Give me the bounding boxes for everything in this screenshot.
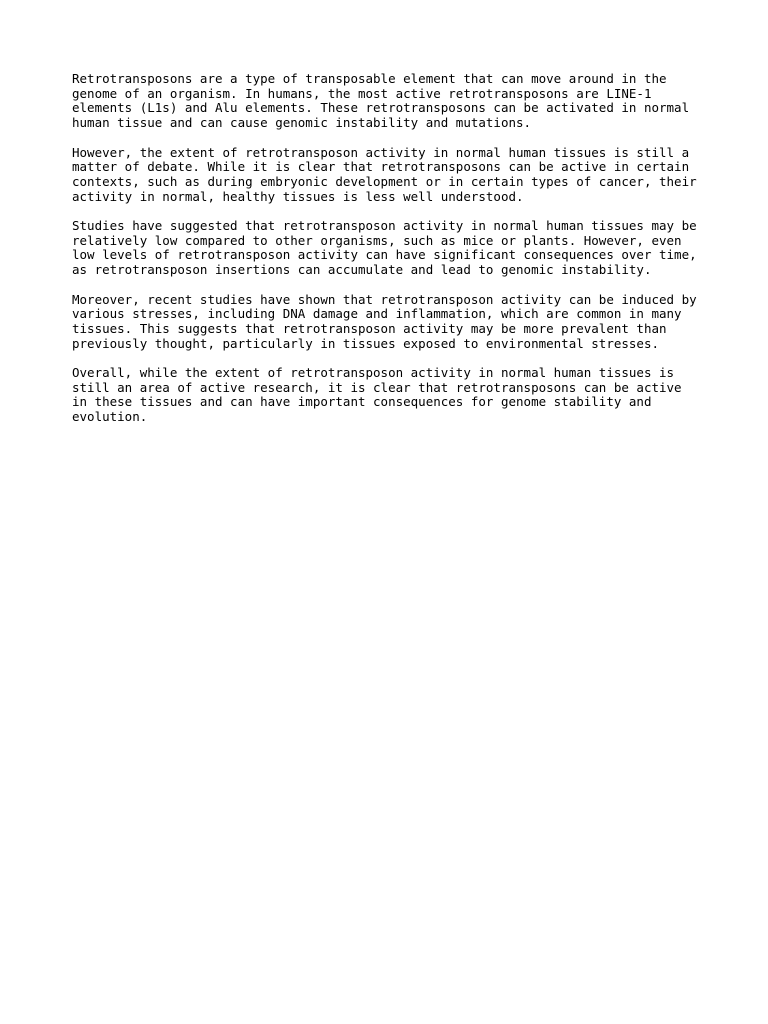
text-line: elements (L1s) and Alu elements. These retrotransposons can be activated in normal xyxy=(72,100,690,116)
text-line: tissues. This suggests that retrotransposon activity may be more prevalent than xyxy=(72,320,667,336)
document-body xyxy=(72,72,712,440)
text-line: previously thought, particularly in tissues exposed to environmental stresses. xyxy=(72,335,659,351)
text-line: relatively low compared to other organisms, such as mice or plants. However, even xyxy=(72,232,682,248)
text-line: in these tissues and can have important consequences for genome stability and xyxy=(72,394,652,410)
paragraph-5 xyxy=(72,366,712,425)
text-line: evolution. xyxy=(72,409,148,425)
text-line: genome of an organism. In humans, the most active retrotransposons are LINE-1 xyxy=(72,85,652,101)
text-line: Overall, while the extent of retrotransposon activity in normal human tissues is xyxy=(72,365,675,380)
text-line: Moreover, recent studies have shown that retrotransposon activity can be induced by xyxy=(72,291,697,307)
text-line: low levels of retrotransposon activity can have significant consequences over time, xyxy=(72,247,697,263)
text-line: as retrotransposon insertions can accumulate and lead to genomic instability. xyxy=(72,262,652,278)
paragraph-2 xyxy=(72,146,712,205)
text-line: various stresses, including DNA damage and inflammation, which are common in many xyxy=(72,306,682,322)
text-line: matter of debate. While it is clear that retrotransposons can be active in certain xyxy=(72,159,690,175)
text-line: However, the extent of retrotransposon activity in normal human tissues is still a xyxy=(72,144,690,160)
text-line: still an area of active research, it is clear that retrotransposons can be active xyxy=(72,379,682,395)
text-line: human tissue and can cause genomic instability and mutations. xyxy=(72,115,532,131)
text-line: contexts, such as during embryonic development or in certain types of cancer, their xyxy=(72,173,697,189)
paragraph-4 xyxy=(72,293,712,352)
paragraph-3 xyxy=(72,219,712,278)
text-line: activity in normal, healthy tissues is less well understood. xyxy=(72,188,524,204)
text-line: Retrotransposons are a type of transposable element that can move around in the xyxy=(72,71,667,86)
text-line: Studies have suggested that retrotransposon activity in normal human tissues may be xyxy=(72,218,697,233)
paragraph-1 xyxy=(72,72,712,131)
